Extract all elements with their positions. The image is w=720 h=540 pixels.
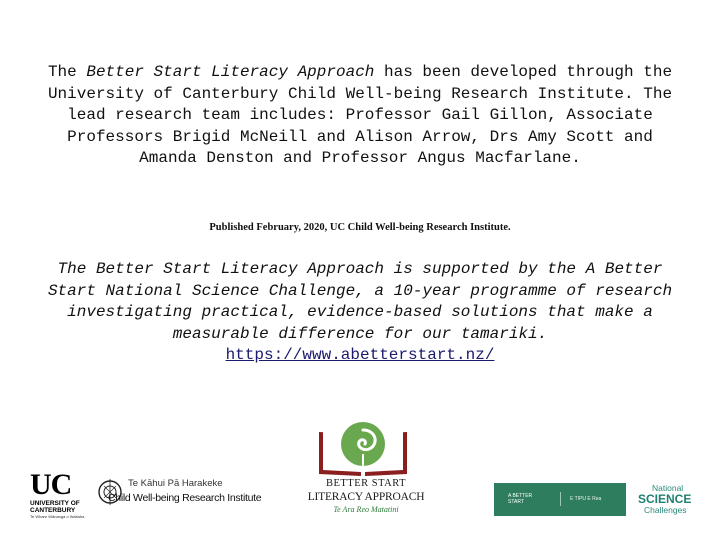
uc-wordmark [30,470,92,520]
intro-paragraph [40,62,680,170]
publication-line: Published February, 2020, UC Child Well-being Research Institute. [209,222,511,233]
abs-name: A BETTER START [508,493,533,505]
uc-institute-name: Child Well-being Research Institute [108,492,262,504]
abetterstart-link[interactable]: https://www.abetterstart.nz/ [225,346,495,365]
uc-logo [30,470,260,520]
abs-banner [494,483,626,516]
uc-letters: UC [30,468,72,501]
nsc-national: National [652,483,684,493]
uc-maori-subtitle: Te Whare Wānanga o Waitaha [30,514,85,519]
bsla-title-line2: LITERACY APPROACH [307,491,425,503]
book-fern-icon [313,418,413,478]
nsc-challenges: Challenges [644,505,687,515]
nsc-wordmark [628,483,694,516]
bsla-tagline: Te Ara Reo Matatini [333,505,399,514]
support-paragraph [40,259,680,367]
bsla-logo [305,418,435,518]
abs-divider [560,492,561,506]
intro-prefix: The [47,63,87,81]
intro-title: Better Start Literacy Approach [86,63,375,81]
support-text: The Better Start Literacy Approach is supported by the A Better Start National Science Challenge, a 10-year programme of research investigating practical, evidence-based solutions that make a measurable difference for our tamariki. [47,260,673,343]
bsla-title-line1: BETTER START [325,478,407,489]
abs-maori-name: E TIPU E Rea [570,496,602,502]
nsc-science: SCIENCE [638,492,692,506]
uc-maori-name: Te Kāhui Pā Harakeke [128,478,223,489]
intro-text: has been developed through the University of Canterbury Child Well-being Research Institute. The lead research team includes: Professor Gail Gillon, Associate Professors Brigid McNeill and Alison Arrow, Drs Amy Scott and Amanda Denston and Professor Angus Macfarlane. [47,63,673,168]
abs-nsc-logo [494,483,694,516]
uc-university-name: UNIVERSITY OF CANTERBURY [30,500,80,514]
